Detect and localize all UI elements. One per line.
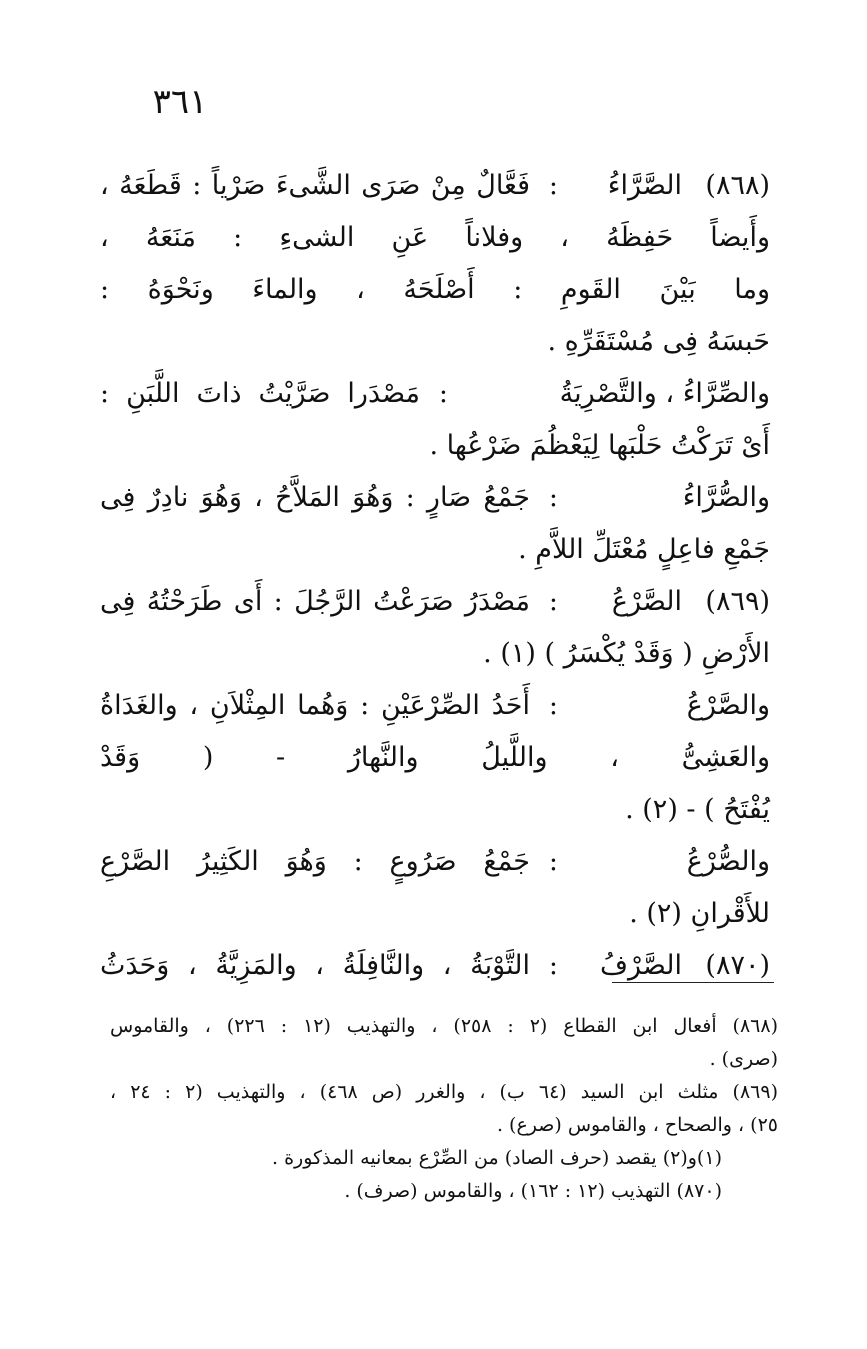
entry-colon: : (548, 482, 558, 513)
entry-definition-line: والعَشِىُّ ، واللَّيلُ والنَّهارُ - ( وَقَدْ (100, 742, 770, 773)
entry-definition: جَمْعُ صَرُوعٍ : وَهُوَ الكَثِيرُ الصَّرْعِ (100, 846, 530, 877)
entry-colon: : (548, 846, 558, 877)
entry-definition: التَّوْبَةُ ، والنَّافِلَةُ ، والمَزِيَّةُ ، وَحَدَثُ (100, 950, 530, 981)
dictionary-entries (100, 160, 770, 992)
entry-colon: : (548, 690, 558, 721)
entry-headword: الصَّرْعُ (611, 586, 682, 617)
entry-definition-line: وأَيضاً حَفِظَهُ ، وفلاناً عَنِ الشىءِ : مَنَعَهُ ، (100, 222, 770, 253)
footnotes (110, 1010, 778, 1208)
footnote-separator (612, 982, 774, 983)
footnote: (٨٧٠) التهذيب (١٢ : ١٦٢) ، والقاموس (صرف) . (344, 1180, 722, 1202)
entry-headword: والصِّرَّاءُ ، والتَّصْرِيَةُ (559, 378, 770, 409)
entry-definition-line: وما بَيْنَ القَومِ : أَصْلَحَهُ ، والماءَ ونَحْوَهُ : (100, 274, 770, 305)
entry-definition-line: أَىْ تَرَكْتُ حَلْبَها لِيَعْظُمَ ضَرْعُها . (429, 430, 770, 461)
entry-line (100, 836, 770, 888)
entry-definition-line: الأَرْضِ ( وَقَدْ يُكْسَرُ ) (١) . (483, 638, 770, 669)
entry-line (100, 576, 770, 628)
footnote: (٨٦٩) مثلث ابن السيد (٦٤ ب) ، والغرر (ص ٤٦٨) ، والتهذيب (٢ : ٢٤ ، (110, 1081, 778, 1103)
entry-colon: : (438, 378, 448, 409)
entry-definition: مَصْدَرا صَرَّيْتُ ذاتَ اللَّبَنِ : (100, 378, 420, 409)
entry-definition: أَحَدُ الصِّرْعَيْنِ : وَهُما المِثْلاَنِ ، والغَدَاةُ (100, 690, 530, 721)
entry-definition-line: يُفْتَحُ ) - (٢) . (625, 794, 770, 825)
entry-headword: الصَّرَّاءُ (607, 170, 682, 201)
entry-headword: والصَّرْعُ (686, 690, 770, 721)
entry-line (100, 160, 770, 212)
entry-line (100, 680, 770, 732)
entry-colon: : (548, 170, 558, 201)
entry-number: (٨٧٠) (705, 950, 770, 981)
entry-colon: : (548, 950, 558, 981)
entry-line (100, 940, 770, 992)
entry-colon: : (548, 586, 558, 617)
entry-line (100, 368, 770, 420)
entry-headword: والصُّرَّاءُ (682, 482, 770, 513)
entry-definition-line: للأَقْرانِ (٢) . (629, 898, 770, 929)
entry-number: (٨٦٨) (705, 170, 770, 201)
entry-definition: فَعَّالٌ مِنْ صَرَى الشَّىءَ صَرْياً : قَطَعَهُ ، (100, 170, 530, 201)
page-number: ٣٦١ (152, 82, 208, 122)
entry-line (100, 472, 770, 524)
footnote: (١)و(٢) يقصد (حرف الصاد) من الصِّرْع بمعانيه المذكورة . (272, 1147, 722, 1169)
entry-definition-line: جَمْعِ فاعِلٍ مُعْتَلِّ اللاَّمِ . (518, 534, 770, 565)
entry-definition: مَصْدَرُ صَرَعْتُ الرَّجُلَ : أَى طَرَحْتُهُ فِى (100, 586, 530, 617)
entry-headword: والصُّرْعُ (686, 846, 770, 877)
footnote: (٨٦٨) أفعال ابن القطاع (٢ : ٢٥٨) ، والتهذيب (١٢ : ٢٢٦) ، والقاموس (110, 1015, 778, 1037)
entry-headword: الصَّرْفُ (599, 950, 682, 981)
entry-definition: جَمْعُ صَارٍ : وَهُوَ المَلاَّحُ ، وَهُوَ نادِرٌ فِى (100, 482, 530, 513)
footnote-continuation: ٢٥) ، والصحاح ، والقاموس (صرع) . (496, 1114, 778, 1136)
entry-number: (٨٦٩) (705, 586, 770, 617)
entry-definition-line: حَبسَهُ فِى مُسْتَقَرِّهِ . (547, 326, 770, 357)
footnote-continuation: (صرى) . (709, 1048, 778, 1070)
